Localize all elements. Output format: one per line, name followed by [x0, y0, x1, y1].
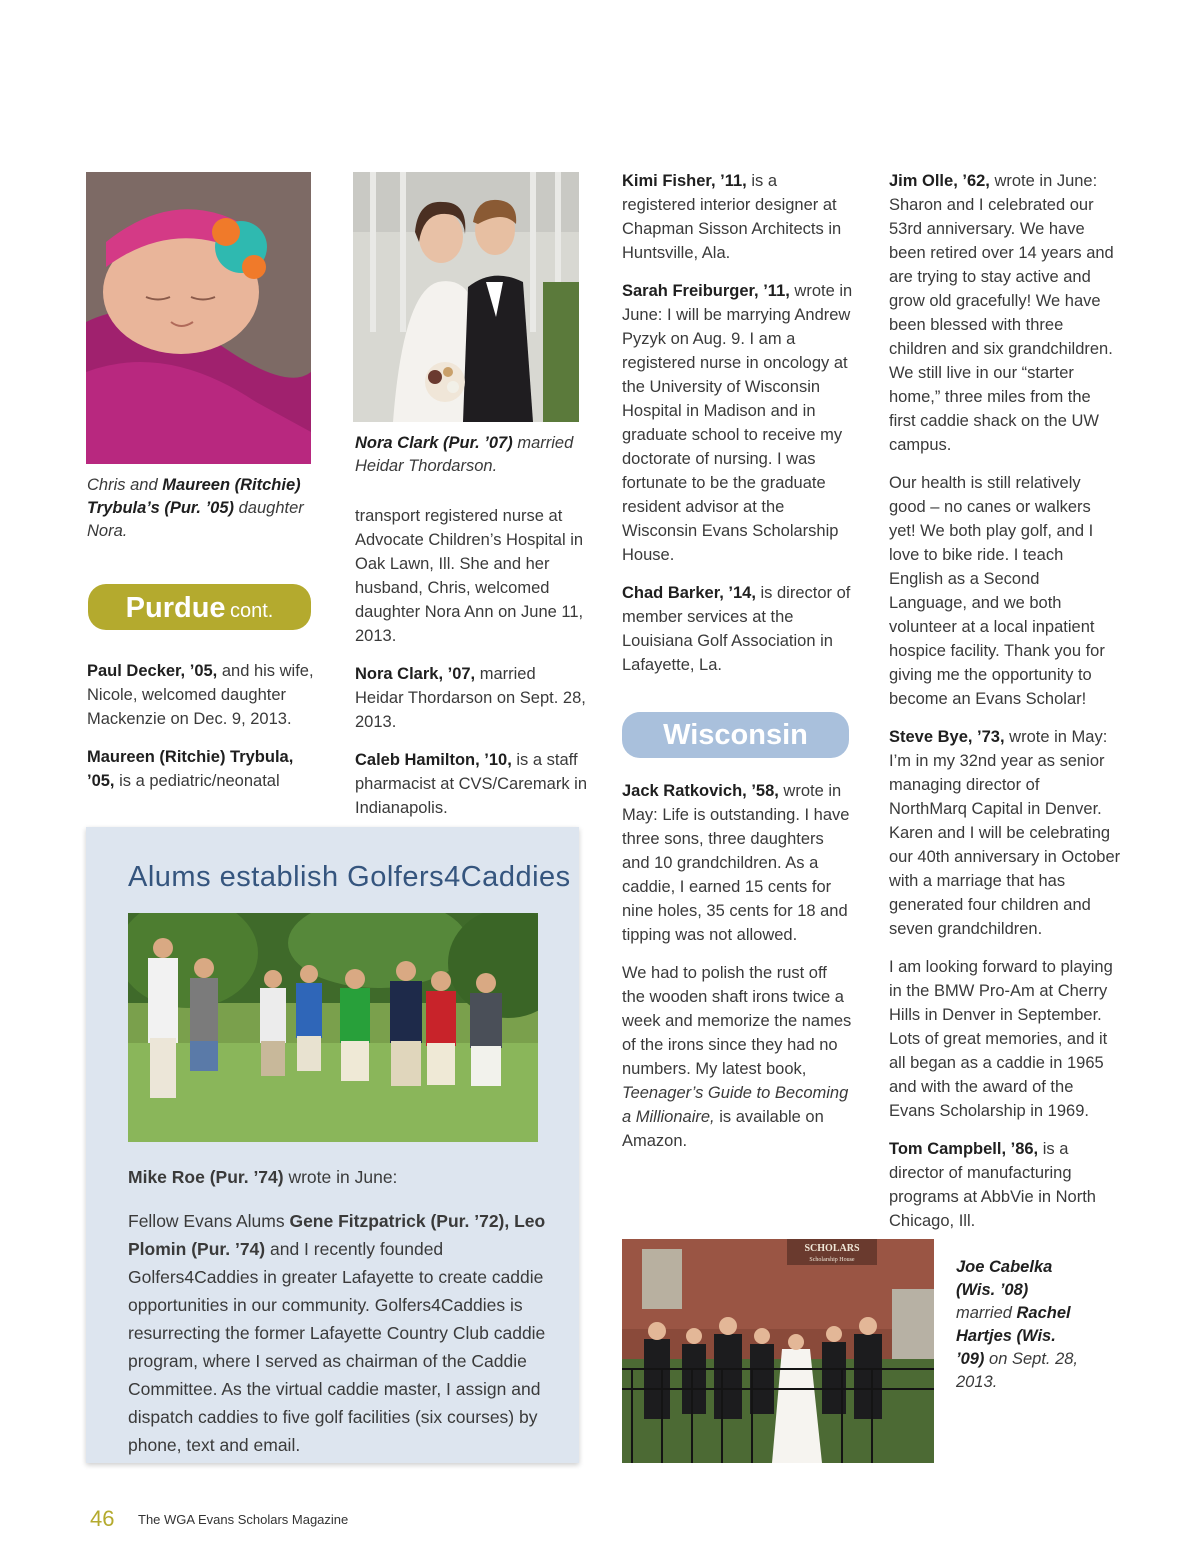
entry-campbell [889, 1137, 1121, 1233]
col2-entries [355, 504, 587, 834]
entry-name: Jack Ratkovich, ’58, [622, 782, 779, 800]
clark-caption [355, 432, 585, 478]
sidebar-paragraph [128, 1207, 556, 1459]
book-title: Teenager’s Guide to Becoming a Millionaire, [622, 1084, 849, 1126]
entry-name: Maureen (Ritchie) Trybula, ’05, [87, 748, 294, 790]
entry-text: wrote in May: Life is outstanding. I have three sons, three daughters and 10 grandchildren. As a caddie, I earned 15 cents for nine holes, 35 cents for 18 and tipping was not allowed. [622, 782, 850, 944]
caption-text: married Heidar Thordarson. [355, 434, 574, 475]
caption-text: daughter Nora. [87, 499, 304, 540]
entry-text: is a staff pharmacist at CVS/Caremark in Indianapolis. [355, 751, 587, 817]
entry-text: is director of member services at the Louisiana Golf Association in Lafayette, La. [622, 584, 851, 674]
entry-fisher [622, 169, 854, 265]
scholarship-house-sign-text: Scholarship House [809, 1257, 855, 1263]
section-title: Purdue [125, 592, 226, 624]
section-suffix: cont. [230, 600, 274, 622]
sidebar-names: Gene Fitzpatrick (Pur. ’72), Leo Plomin (Pur. ’74) [128, 1211, 546, 1259]
sidebar-text: Fellow Evans Alums [128, 1211, 290, 1231]
entry-text: wrote in June: I will be marrying Andrew Pyzyk on Aug. 9. I am a registered nurse in oncology at the University of Wisconsin Hospital in Madison and in graduate school to receive my doctorate of nursing. I was fortunate to be the graduate resident advisor at the Wisconsin Evans Scholarship House. [622, 282, 853, 564]
col1-entries [87, 659, 315, 807]
sidebar-text: and I recently founded Golfers4Caddies in greater Lafayette to create caddie opportunities in our community. Golfers4Caddies is resurrecting the former Lafayette Country Club caddie program, where I served as chairman of the Caddie Committee. As the virtual caddie master, I assign and dispatch caddies to five golf facilities (six courses) by phone, text and email. [128, 1239, 546, 1455]
cabelka-caption [956, 1256, 1086, 1394]
entry-text: married Heidar Thordarson on Sept. 28, 2013. [355, 665, 586, 731]
entry-decker [87, 659, 315, 731]
scholars-sign-text: SCHOLARS [804, 1243, 860, 1254]
entry-name: Nora Clark, ’07, [355, 665, 476, 683]
entry-hamilton [355, 748, 587, 820]
entry-text: is a registered interior designer at Chapman Sisson Architects in Huntsville, Ala. [622, 172, 842, 262]
col4-entries [889, 169, 1121, 1247]
entry-trybula-cont: transport registered nurse at Advocate Children’s Hospital in Oak Lawn, Ill. She and her husband, Chris, welcomed daughter Nora Ann on June 11, 2013. [355, 507, 584, 645]
entry-text: We had to polish the rust off the wooden shaft irons twice a week and memorize the names of the irons since they had no numbers. My latest book, [622, 964, 852, 1078]
purdue-section-header [88, 584, 311, 630]
entry-name: Sarah Freiburger, ’11, [622, 282, 790, 300]
entry-text: wrote in June: Sharon and I celebrated our 53rd anniversary. We have been retired over 14 years and are trying to stay active and grow old gracefully! We have been blessed with three children and six grandchildren. We still live in our “starter home,” three miles from the first caddie shack on the UW campus. [889, 172, 1114, 454]
entry-text: and his wife, Nicole, welcomed daughter Mackenzie on Dec. 9, 2013. [87, 662, 314, 728]
wedding-photo-clark [353, 172, 579, 422]
entry-name: Tom Campbell, ’86, [889, 1140, 1039, 1158]
golfers4caddies-sidebar [86, 827, 579, 1463]
entry-ratkovich [622, 779, 854, 947]
entry-text: is available on Amazon. [622, 1108, 824, 1150]
golfers-group-photo [128, 913, 538, 1142]
entry-name: Jim Olle, ’62, [889, 172, 990, 190]
caption-text: Chris and [87, 476, 163, 494]
entry-trybula [87, 745, 315, 793]
entry-name: Paul Decker, ’05, [87, 662, 218, 680]
cabelka-wedding-photo [622, 1239, 934, 1463]
entry-name: Caleb Hamilton, ’10, [355, 751, 512, 769]
caption-text: married [956, 1304, 1017, 1322]
col3-entries-bottom [622, 779, 854, 1167]
magazine-title: The WGA Evans Scholars Magazine [138, 1512, 349, 1527]
entry-name: Kimi Fisher, ’11, [622, 172, 747, 190]
sidebar-intro-text: wrote in June: [283, 1167, 398, 1187]
baby-caption [87, 474, 312, 543]
entry-text: wrote in May: I’m in my 32nd year as senior managing director of NorthMarq Capital in Denver. Karen and I will be celebrating our 40th anniversary in October with a marriage that has generated four children and seven grandchildren. [889, 728, 1121, 938]
caption-name: Joe Cabelka (Wis. ’08) [956, 1258, 1053, 1299]
caption-name: Maureen (Ritchie) Trybula’s (Pur. ’05) [87, 476, 301, 517]
entry-freiburger [622, 279, 854, 567]
entry-text: is a pediatric/neonatal [114, 772, 280, 790]
sidebar-title: Alums establish Golfers4Caddies [128, 861, 571, 893]
entry-text: is a director of manufacturing programs at AbbVie in North Chicago, Ill. [889, 1140, 1096, 1230]
wisconsin-section-header [622, 712, 849, 758]
caption-name: Nora Clark (Pur. ’07) [355, 434, 513, 452]
section-title: Wisconsin [663, 719, 808, 751]
baby-photo [86, 172, 311, 464]
page-number: 46 [90, 1506, 115, 1531]
entry-olle [889, 169, 1121, 457]
sidebar-body [128, 1163, 556, 1475]
col3-entries-top [622, 169, 854, 691]
entry-olle-cont: Our health is still relatively good – no canes or walkers yet! We both play golf, and I love to bike ride. I teach English as a Second Language, and we both volunteer at a local inpatient hospice facility. Thank you for giving me the opportunity to become an Evans Scholar! [889, 474, 1105, 708]
entry-bye [889, 725, 1121, 941]
entry-bye-cont: I am looking forward to playing in the BMW Pro-Am at Cherry Hills in Denver in September. Lots of great memories, and it all began as a caddie in 1965 and with the award of the Evans Scholarship in 1969. [889, 958, 1113, 1120]
sidebar-intro [128, 1163, 556, 1191]
caption-text: on Sept. 28, 2013. [956, 1350, 1079, 1391]
entry-name: Chad Barker, ’14, [622, 584, 756, 602]
entry-barker [622, 581, 854, 677]
entry-ratkovich-cont [622, 961, 854, 1153]
sidebar-intro-name: Mike Roe (Pur. ’74) [128, 1167, 284, 1187]
entry-name: Steve Bye, ’73, [889, 728, 1005, 746]
entry-clark [355, 662, 587, 734]
caption-name: Rachel Hartjes (Wis. ’09) [956, 1304, 1071, 1368]
